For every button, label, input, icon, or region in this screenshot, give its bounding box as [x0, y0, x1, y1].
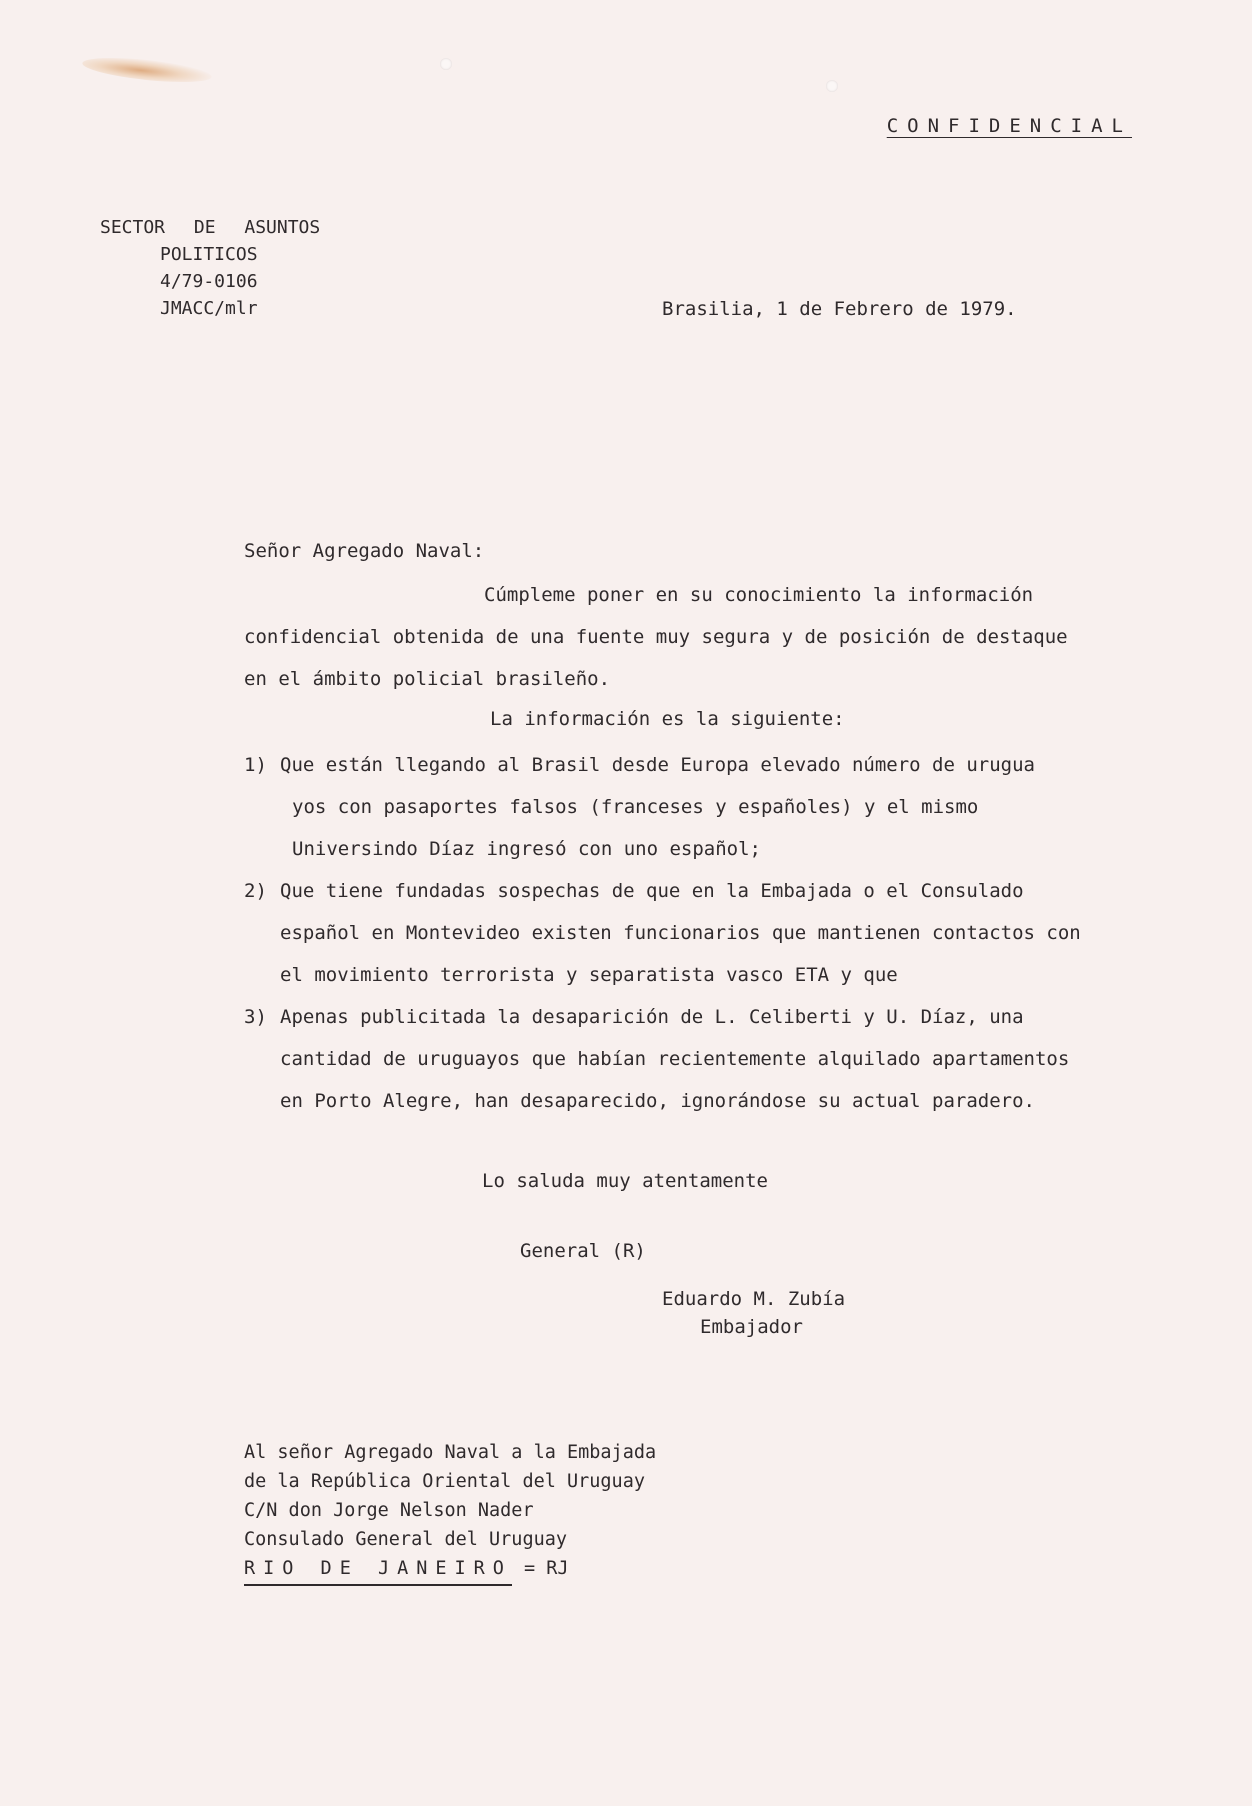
- item-text: [280, 744, 1094, 870]
- punch-hole: [440, 58, 452, 70]
- sender-block: [100, 214, 320, 322]
- sender-line: 4/79-0106: [160, 271, 258, 292]
- addressee-line: C/N don Jorge Nelson Nader: [244, 1500, 534, 1521]
- closing-line: Lo saluda muy atentamente: [482, 1170, 768, 1192]
- info-list: [244, 744, 1094, 1122]
- addressee-city-line: [244, 1554, 656, 1586]
- item-number: 2): [244, 880, 267, 902]
- signature-rank: General (R): [520, 1240, 646, 1262]
- list-intro: La información es la siguiente:: [490, 708, 845, 730]
- addressee-city: RIO DE JANEIRO: [244, 1554, 512, 1586]
- item-text-cont: yos con pasaportes falsos (franceses y españoles) y el mismo Universindo Díaz ingresó con uno español;: [292, 796, 979, 860]
- sender-line: SECTOR DE ASUNTOS: [100, 217, 321, 238]
- list-item: [244, 744, 1094, 870]
- body-paragraph: [244, 574, 1074, 700]
- list-item: [244, 870, 1094, 996]
- letter-date: Brasilia, 1 de Febrero de 1979.: [662, 298, 1017, 320]
- classification-heading: CONFIDENCIAL: [886, 115, 1132, 137]
- paragraph-rest: confidencial obtenida de una fuente muy segura y de posición de destaque en el ámbito policial brasileño.: [244, 626, 1068, 690]
- paper-stain: [81, 53, 212, 86]
- signature-title: Embajador: [700, 1316, 803, 1338]
- item-number: 1): [244, 754, 267, 776]
- addressee-line: de la República Oriental del Uruguay: [244, 1471, 645, 1492]
- addressee-state: = RJ: [523, 1558, 569, 1579]
- addressee-line: Consulado General del Uruguay: [244, 1529, 568, 1550]
- punch-hole: [826, 80, 838, 92]
- item-text: Que tiene fundadas sospechas de que en la Embajada o el Consulado español en Montevideo existen funcionarios que mantienen contactos con el movimiento terrorista y separatista vasco ETA y que: [280, 880, 1081, 986]
- addressee-block: [244, 1438, 656, 1586]
- list-item: [244, 996, 1094, 1122]
- sender-line: JMACC/mlr: [160, 298, 258, 319]
- sender-line: POLITICOS: [160, 244, 258, 265]
- paragraph-first-line: Cúmpleme poner en su conocimiento la información: [484, 584, 1034, 606]
- item-text: Apenas publicitada la desaparición de L. Celiberti y U. Díaz, una cantidad de uruguayos que habían recientemente alquilado apartamentos en Porto Alegre, han desaparecido, ignorándose su actual paradero.: [280, 1006, 1070, 1112]
- addressee-line: Al señor Agregado Naval a la Embajada: [244, 1442, 657, 1463]
- salutation: Señor Agregado Naval:: [244, 540, 485, 562]
- item-number: 3): [244, 1006, 267, 1028]
- signature-name: Eduardo M. Zubía: [662, 1288, 846, 1310]
- item-text-first: Que están llegando al Brasil desde Europa elevado número de urugua: [280, 754, 1035, 776]
